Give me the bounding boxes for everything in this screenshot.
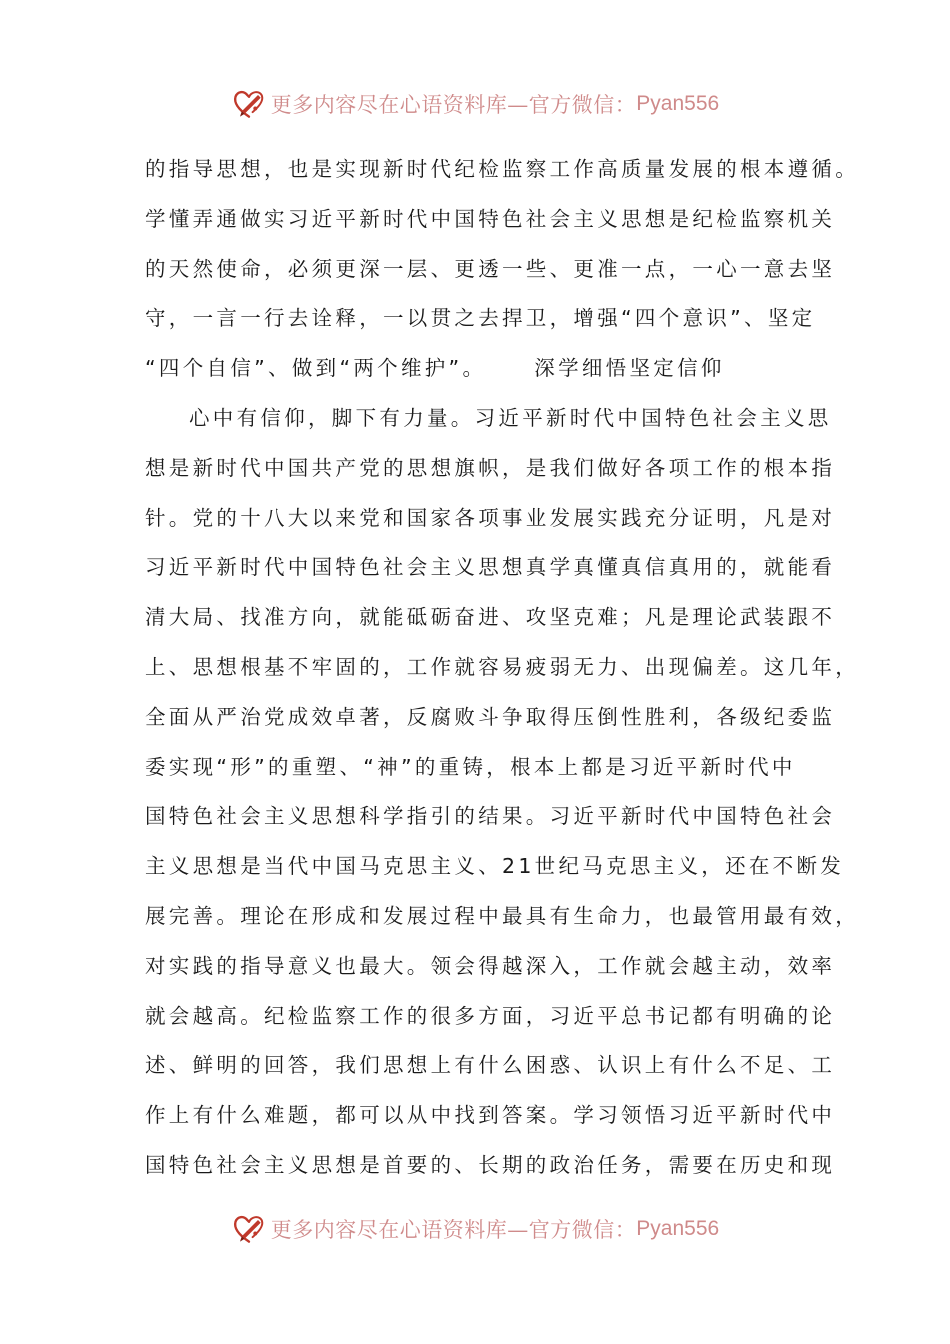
pen-heart-logo-icon <box>231 1211 267 1247</box>
text-line: 国特色社会主义思想是首要的、长期的政治任务，需要在历史和现 <box>145 1152 836 1177</box>
banner-text: 更多内容尽在心语资料库—官方微信： <box>270 1218 637 1242</box>
text-line: 全面从严治党成效卓著，反腐败斗争取得压倒性胜利，各级纪委监 <box>145 704 836 729</box>
text-line: 述、鲜明的回答，我们思想上有什么困惑、认识上有什么不足、工 <box>145 1053 836 1078</box>
paragraph-start-line: 心中有信仰，脚下有力量。习近平新时代中国特色社会主义思 <box>189 405 832 430</box>
pen-heart-logo-icon <box>231 86 267 122</box>
text-line: 对实践的指导意义也最大。领会得越深入，工作就会越主动，效率 <box>145 953 836 978</box>
text-line: 作上有什么难题，都可以从中找到答案。学习领悟习近平新时代中 <box>145 1103 836 1128</box>
text-line: “四个自信”、做到“两个维护”。 <box>145 356 487 381</box>
text-line: 的天然使命，必须更深一层、更透一些、更准一点，一心一意去坚 <box>145 256 836 281</box>
text-line: 委实现“形”的重塑、“神”的重铸，根本上都是习近平新时代中 <box>145 754 796 779</box>
text-line: 守，一言一行去诠释，一以贯之去捍卫，增强“四个意识”、坚定 <box>145 306 816 331</box>
banner-wechat-id: Pyan556 <box>636 92 720 115</box>
text-line: 清大局、找准方向，就能砥砺奋进、攻坚克难；凡是理论武装跟不 <box>145 605 836 630</box>
text-line: 主义思想是当代中国马克思主义、21世纪马克思主义，还在不断发 <box>145 854 845 879</box>
text-line-with-heading <box>145 344 835 394</box>
text-line: 针。党的十八大以来党和国家各项事业发展实践充分证明，凡是对 <box>145 505 836 530</box>
text-line: 就会越高。纪检监察工作的很多方面，习近平总书记都有明确的论 <box>145 1003 836 1028</box>
text-line: 上、思想根基不牢固的，工作就容易疲弱无力、出现偏差。这几年， <box>145 654 859 679</box>
text-line: 的指导思想，也是实现新时代纪检监察工作高质量发展的根本遵循。 <box>145 157 859 181</box>
footer-banner <box>0 1209 950 1249</box>
banner-wechat-id: Pyan556 <box>636 1217 720 1240</box>
section-heading: 深学细悟坚定信仰 <box>534 356 725 381</box>
text-line: 展完善。理论在形成和发展过程中最具有生命力，也最管用最有效， <box>145 903 859 928</box>
header-banner <box>0 84 950 124</box>
text-line: 习近平新时代中国特色社会主义思想真学真懂真信真用的，就能看 <box>145 555 836 580</box>
text-line: 想是新时代中国共产党的思想旗帜，是我们做好各项工作的根本指 <box>145 455 836 480</box>
text-line: 学懂弄通做实习近平新时代中国特色社会主义思想是纪检监察机关 <box>145 206 836 231</box>
document-body <box>145 145 859 1191</box>
banner-text: 更多内容尽在心语资料库—官方微信： <box>270 93 637 117</box>
text-line: 国特色社会主义思想科学指引的结果。习近平新时代中国特色社会 <box>145 804 836 829</box>
